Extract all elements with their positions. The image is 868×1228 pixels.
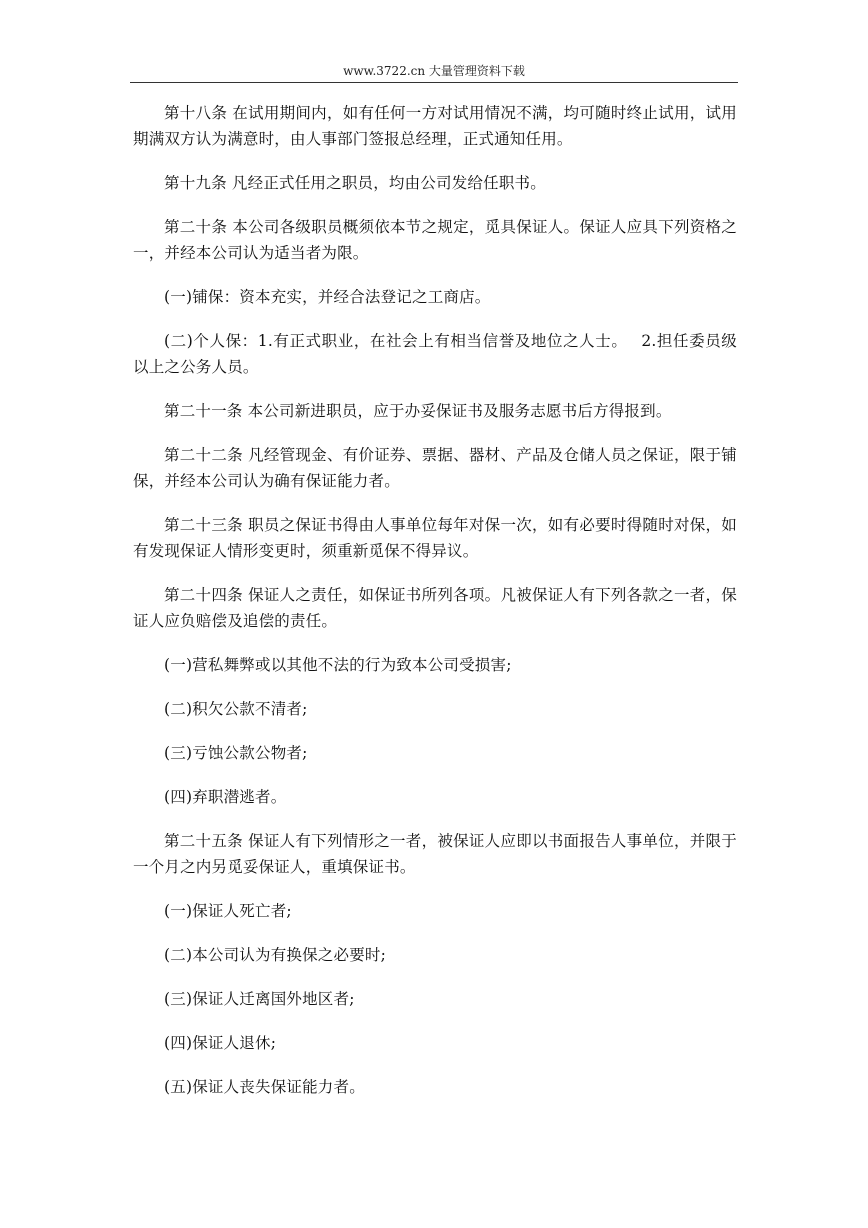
page-header: www.3722.cn 大量管理资料下载 bbox=[343, 64, 525, 78]
article-24: 第二十四条 保证人之责任，如保证书所列各项。凡被保证人有下列各款之一者，保证人应负赔偿及追偿的责任。 bbox=[133, 586, 737, 630]
article-24-item-2: (二)积欠公款不清者; bbox=[164, 700, 308, 718]
article-24-item-4: (四)弃职潜逃者。 bbox=[164, 788, 287, 806]
article-25-item-4: (四)保证人退休; bbox=[164, 1034, 277, 1052]
article-18: 第十八条 在试用期间内，如有任何一方对试用情况不满，均可随时终止试用，试用期满双方认为满意时，由人事部门签报总经理，正式通知任用。 bbox=[133, 104, 737, 148]
document-body bbox=[133, 100, 737, 1118]
article-25-item-1: (一)保证人死亡者; bbox=[164, 902, 292, 920]
article-24-item-3: (三)亏蚀公款公物者; bbox=[164, 744, 308, 762]
article-20-item-1: (一)铺保：资本充实，并经合法登记之工商店。 bbox=[164, 288, 491, 306]
article-20: 第二十条 本公司各级职员概须依本节之规定，觅具保证人。保证人应具下列资格之一，并经本公司认为适当者为限。 bbox=[133, 218, 737, 262]
article-25-item-3: (三)保证人迁离国外地区者; bbox=[164, 990, 355, 1008]
article-25-item-2: (二)本公司认为有换保之必要时; bbox=[164, 946, 387, 964]
article-23: 第二十三条 职员之保证书得由人事单位每年对保一次，如有必要时得随时对保，如有发现保证人情形变更时，须重新觅保不得异议。 bbox=[133, 516, 737, 560]
article-20-item-2: (二)个人保：1.有正式职业，在社会上有相当信誉及地位之人士。 2.担任委员级以上之公务人员。 bbox=[133, 332, 737, 376]
article-21: 第二十一条 本公司新进职员，应于办妥保证书及服务志愿书后方得报到。 bbox=[164, 402, 672, 420]
article-24-item-1: (一)营私舞弊或以其他不法的行为致本公司受损害; bbox=[164, 656, 512, 674]
article-25-item-5: (五)保证人丧失保证能力者。 bbox=[164, 1078, 365, 1096]
article-25: 第二十五条 保证人有下列情形之一者，被保证人应即以书面报告人事单位，并限于一个月之内另觅妥保证人，重填保证书。 bbox=[133, 832, 737, 876]
article-22: 第二十二条 凡经管现金、有价证券、票据、器材、产品及仓储人员之保证，限于铺保，并经本公司认为确有保证能力者。 bbox=[133, 446, 737, 490]
header-divider bbox=[130, 82, 738, 83]
article-19: 第十九条 凡经正式任用之职员，均由公司发给任职书。 bbox=[164, 174, 546, 192]
